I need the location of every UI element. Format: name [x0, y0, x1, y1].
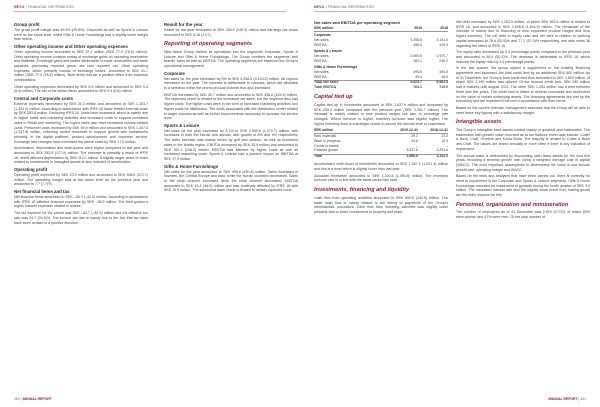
footer-left: 100 | ANNUAL REPORT	[14, 397, 52, 401]
heading-other-operating: Other operating income and Other operating expenses	[14, 43, 128, 49]
table-cell: –	[446, 143, 448, 148]
inventory-table	[314, 129, 448, 160]
paragraph: Net sales for the year amounted to SEK 495.6 (490.8) million. Sales increased in Sweden, the Central Europe and Asia, while the Nordic countries decreased. Sales to the retail channel increased while the retail channel decreased. EBITDA amounted to SEK 43.4 (46.9) million and was positively affected by IFRS 16 with SEK 15.5 million. The somewhat lower result is related to certain expected costs.	[164, 169, 298, 193]
table-cell: 23.3	[441, 133, 448, 138]
paragraph: The Group's intangible fixed assets consist mainly of goodwill and trademarks. The trademarks with greater value recorded as at our balance sheet date include: Cutter & Buck, Craft, Orrefors and Kosta Boda. The majority is related to Cutter & Buck and Craft. The values are tested annually or more often if there is any indication of impairment.	[456, 128, 590, 151]
table-cell: 495.6	[413, 69, 422, 74]
table-section-label: Corporate	[314, 33, 331, 38]
paragraph: Based on the tests and analyses that have been carried out, there is currently no need to impairment in the Corporate and Sports & Leisure segments. Gifts & Home Furnishings recorded an impairment of goodwill during the fourth quarter of SEK 4.4 million. The increased interest rate and the slightly weak result from trading goods are the main reasons for this.	[456, 174, 590, 198]
table-cell: Total EBITDA	[314, 85, 337, 90]
table-cell: 490.8	[439, 69, 448, 74]
table-cell: 3,537.6	[406, 148, 418, 153]
paragraph: New Wave Group divides its operations into the segments Corporate, Sports & Leisure and Gifts & Home Furnishings. The Group monitors the segments' and brands' sales as well as EBITDA. The operating segments are based on the Group's operational management.	[164, 49, 298, 69]
table-total-row	[314, 86, 448, 91]
header-left: NEVO | FINANCIAL INFORMATION	[14, 5, 75, 9]
table-cell: EBITDA	[314, 74, 327, 79]
table-cell: 1,970.7	[436, 53, 448, 58]
table-section-label: Gifts & Home Furnishings	[314, 64, 358, 69]
paragraph: The gross profit margin was 49.4% (49.6%). Corporate as well as Sports & Leisure were on the same level, whilst Gifts & Home Furnishings had a slightly lower margin than before.	[14, 27, 148, 42]
table-column-header: 2019-12-31	[388, 129, 418, 134]
paragraph: Net sales for the year increased by 5.1% to SEK 2,069.6 (1,970.7) million, with increases in both the Nordic and abroad, with growth of 8% and 4% respectively. The sales increase was mainly driven by golf and outdoor, as well as increased sales in the Nordic region. EBITDA increased by SEK 15.9 million and amounted to SEK 262.1 (246.2) million. EBITDA was affected by higher costs as well as increased marketing costs. Sports & Leisure had a positive impact on EBITDA of SEK 27.9 million.	[164, 128, 298, 161]
table-cell: 5,564.5	[422, 80, 448, 85]
table-cell: 425.9	[439, 42, 448, 47]
paragraph: Cash flow from operating activities amounted to SEK 600.6 (143.6) million. The lower cash flow is mainly related to the timing of payments of the Group's merchandise purchases. Cash flow from investing activities was slightly lower primarily due to lower investments in property and plant.	[314, 195, 448, 214]
table-cell: Total Net sales	[314, 80, 396, 85]
table-cell: 3,332.2	[418, 154, 448, 159]
heading-personnel: Personnel, organization and remuneration	[456, 201, 569, 208]
header-divider-right	[314, 11, 586, 12]
paragraph: Based on the current forecast, management assesses that the Group will be able to meet these key figures with a satisfactory margin.	[456, 105, 590, 115]
paragraph: Amortization, depreciation and write-downs were higher compared to last year and amounted to SEK 283.8 (177.9) million. The increase is primarily a result of IFRS 16, which affected depreciation by SEK 112.0 million. A slightly larger share of costs related to investments in intangible assets is also included in amortization.	[14, 146, 148, 165]
header-section-title: FINANCIAL INFORMATION	[27, 5, 75, 9]
table-cell: EBITDA	[314, 58, 327, 63]
paragraph: Capital tied up in inventories amounted to SEK 3,637.9 million and increased by SEK 255.2 million compared with the previous year (SEK 3,382.7 million). The increase is mainly related to new product ranges but also to exchange rate changes. Where turnover is higher, inventory turnover was slightly higher. The higher inventory level is a strategic choice to secure the service level to customers.	[314, 103, 448, 126]
table-section-label: Sports & Leisure	[314, 49, 343, 54]
table-cell: 46.9	[441, 74, 448, 79]
paragraph: EBITDA increased by SEK 32.7 million and amounted to SEK 458.6 (425.9) million. The improved result is related to the increased net sales, but the segment also had higher costs. The higher costs were in the form of increased marketing activities and higher costs for distribution. The costs associated with the distribution center related to larger volumes as well as further improvements necessary to increase the service level.	[164, 92, 298, 121]
segment-table	[314, 27, 448, 91]
table-cell: 43.4	[415, 74, 422, 79]
footer-right: ANNUAL REPORT | 101	[548, 397, 586, 401]
table-cell: 2,069.6	[410, 53, 422, 58]
paragraph: External expenses decreased by SEK 20.3 million and amounted to SEK 1,303.7 (1,324.0) million. According to accordance with IFRS 16 lease related external costs by SEK 353.8 million. Excluding IFRS 16, costs have increased, which is mainly due to higher sales and marketing activities and increased costs to support increased sales in Retail and marketing. The higher sales also have increased volume-related costs. Personnel costs increased by SEK 69.9 million and amounted to SEK 1,407.4 (1,337.5) million, reflecting added resources to support growth with investments primarily in the digital platform, product development and customer service. Exchange rate changes have increased the above costs by SEK 17.0 million.	[14, 102, 148, 144]
table-cell: 5,823.7	[396, 80, 422, 85]
paragraph: In the last quarter, the group signed a supplement to the existing financing agreement and increased the total credit limit by an additional SEK 600 million. As of 31 December, the Group's total credit limit thus amounted to SEK 3,823 million, of which SEK 2,290 million was utilized. Of the unused credit limit, SEK 280 million had a maturity until August 2021. The other SEK 1,253 million has a term between three and five years. The credit limit is linked to several covenants and dependent on the value of certain underlying assets. The financing agreements are met by the borrowing and are expected to be met in accordance with their terms.	[456, 66, 590, 104]
paragraph: Accumulated write-down of inventories amounted to SEK 1,067.1 (1,021.4) million and this is a level which is slightly lower than last year.	[314, 162, 448, 172]
table-cell: Net sales	[314, 69, 329, 74]
heading-operating-profit: Operating profit	[14, 167, 48, 173]
table-unit: SEK million	[314, 129, 388, 134]
header-brand: NEVO	[14, 5, 25, 9]
paragraph: Net sales for the year increased by 5% to SEK 3,258.5 (3,103.0) million. All regions increased for the year. The increase is attributable to volumes, which are allocated to a selection within the promo product channel that also increased.	[164, 76, 298, 90]
paragraph: Operating profit improved by SEK 23.9 million and amounted to SEK 396.6 (372.7) million. The operating margin was at the same level as the previous year and amounted to 7.7 (7.7)%.	[14, 173, 148, 187]
table-title: Net sales and EBITDA per operating segment	[314, 20, 400, 25]
paragraph: The tax expense for the period was SEK –84.7 (–81.5) million and the effective tax rate was 24.7 (24.5)%. The income tax rate is mainly due to the fact that tax rates have been revised in a positive direction.	[14, 211, 148, 225]
paragraph: Accounts receivable amounted to SEK 1,100.8 (1,094.6) million. The inventory turnover rate is in line with the same period last year.	[314, 173, 448, 183]
table-cell: 3,293.6	[436, 148, 448, 153]
table-cell: Raw materials	[314, 133, 337, 138]
table-cell: 262.1	[413, 58, 422, 63]
heading-central-costs: Central and Corporate costs	[14, 96, 74, 102]
paragraph: Net financial items amounted to SEK –55.3 (–42.0) million. According to accordance with IFRS 16 affected financial expenses by SEK –38.5 million. The third quarter's higher interest expenses related to leases.	[14, 194, 148, 209]
header-section-title: FINANCIAL INFORMATION	[327, 5, 375, 9]
table-cell: 3,586.6	[388, 154, 418, 159]
heading-net-financial: Net financial items and tax	[14, 189, 70, 195]
table-cell: 15.3	[441, 138, 448, 143]
table-cell: 246.2	[439, 58, 448, 63]
table-cell: Net sales	[314, 53, 329, 58]
table-cell: Goods in transit	[314, 143, 339, 148]
header-right: NEVO | FINANCIAL INFORMATION	[314, 5, 375, 9]
table-cell: –	[416, 143, 418, 148]
heading-corporate: Corporate	[164, 70, 185, 76]
column-1	[14, 20, 148, 227]
paragraph: The equity ratio decreased by 3.3 percentage points compared to the previous year and amounted to 46.9 (50.2)%. The decrease is attributable to IFRS 16, which reduced the equity ratio by 4.5 percentage points.	[456, 50, 590, 64]
table-year: 2018	[422, 27, 448, 32]
table-total-row	[314, 154, 448, 159]
heading-gifts-home: Gifts & Home Furnishings	[164, 163, 219, 169]
paragraph: Net debt increased by SEK 1,263.9 million, of which SEK 963.5 million is related to IFRS 16, and amounted to SEK 2,908.8 (1,644.9) million. The remainder of the increase is mainly due to financing of new expanded product ranges and thus higher inventory. The net debt to equity ratio and net debt in relation to working capital amounted to 78.6 (52.5)% and 77.2 (57.0)% respectively, see also notes 36 regarding the effect of IFRS 16.	[456, 20, 590, 48]
table-section-row	[314, 32, 448, 39]
table-cell: 458.6	[413, 42, 422, 47]
paragraph: Other operating income amounted to SEK 32.1 million (SEK 77.9 (78.6) million). Other operating income consists mainly of exchange gains on operating receivables and liabilities. Exchange gains and losses attributable to trade receivables and trade payables, previously reported gross, are now reported net. Other operating expenses, which primarily consist of exchange losses, amounted to SEK 31.7 million (SEK 77.3 (78.5) million). Both items include a positive effect from business combinations.	[14, 49, 148, 83]
heading-group-profit: Group profit	[14, 22, 40, 27]
table-cell: 764.1	[413, 85, 422, 90]
table-cell: Net sales	[314, 38, 329, 43]
table-cell: 29.2	[411, 133, 418, 138]
paragraph: Result for the year amounted to SEK 256.6 (249.3) million and earnings per share amounted to SEK 3.16 (3.07).	[164, 27, 298, 37]
footer-label: ANNUAL REPORT	[22, 397, 52, 401]
table-cell: Total	[314, 154, 388, 159]
paragraph: The number of employees as of 31 December was 2,819 (2,702), of which 53% were women and 47% were men. Of the total number of	[456, 210, 590, 220]
heading-capital-tied-up: Capital tied up	[314, 94, 353, 101]
heading-sports-leisure: Sports & Leisure	[164, 122, 200, 128]
footer-label: ANNUAL REPORT	[548, 397, 578, 401]
table-column-header: 2018-12-31	[418, 129, 448, 134]
table-year: 2019	[396, 27, 422, 32]
page-number: 101	[580, 397, 586, 401]
header-divider-left	[14, 11, 286, 12]
heading-result-year: Result for the year	[164, 22, 203, 27]
table-cell: 19.8	[411, 138, 418, 143]
table-cell: 719.0	[439, 85, 448, 90]
table-cell: Finished goods	[314, 148, 338, 153]
table-cell: 3,103.0	[436, 38, 448, 43]
page-number: 100	[14, 397, 20, 401]
paragraph: Other operating expenses decreased by SEK 5.3 million and amounted to SEK 0.4 (5.6) million. The net of the above items amounted to SEK 0.4 (0.6) million.	[14, 84, 148, 94]
header-brand: NEVO	[314, 5, 325, 9]
heading-intangible-assets: Intangible assets	[456, 119, 502, 126]
table-unit: SEK million	[314, 27, 396, 32]
column-3	[314, 20, 448, 217]
heading-investments-financing: Investments, financing and liquidity	[314, 187, 410, 194]
table-cell: 3,258.5	[410, 38, 422, 43]
heading-operating-segments: Reporting of operating segments	[164, 41, 252, 48]
column-4	[456, 20, 590, 222]
table-cell: EBITDA	[314, 42, 327, 47]
table-cell: Work in progress	[314, 138, 341, 143]
column-2	[164, 20, 298, 195]
paragraph: The annual value is determined by discounting cash flows assets for the next five years, including a terminal growth rate, using a weighted average cost of capital (WACC). The most important assumptions in determining the value in use include growth rate, operating margin and WACC.	[456, 153, 590, 172]
